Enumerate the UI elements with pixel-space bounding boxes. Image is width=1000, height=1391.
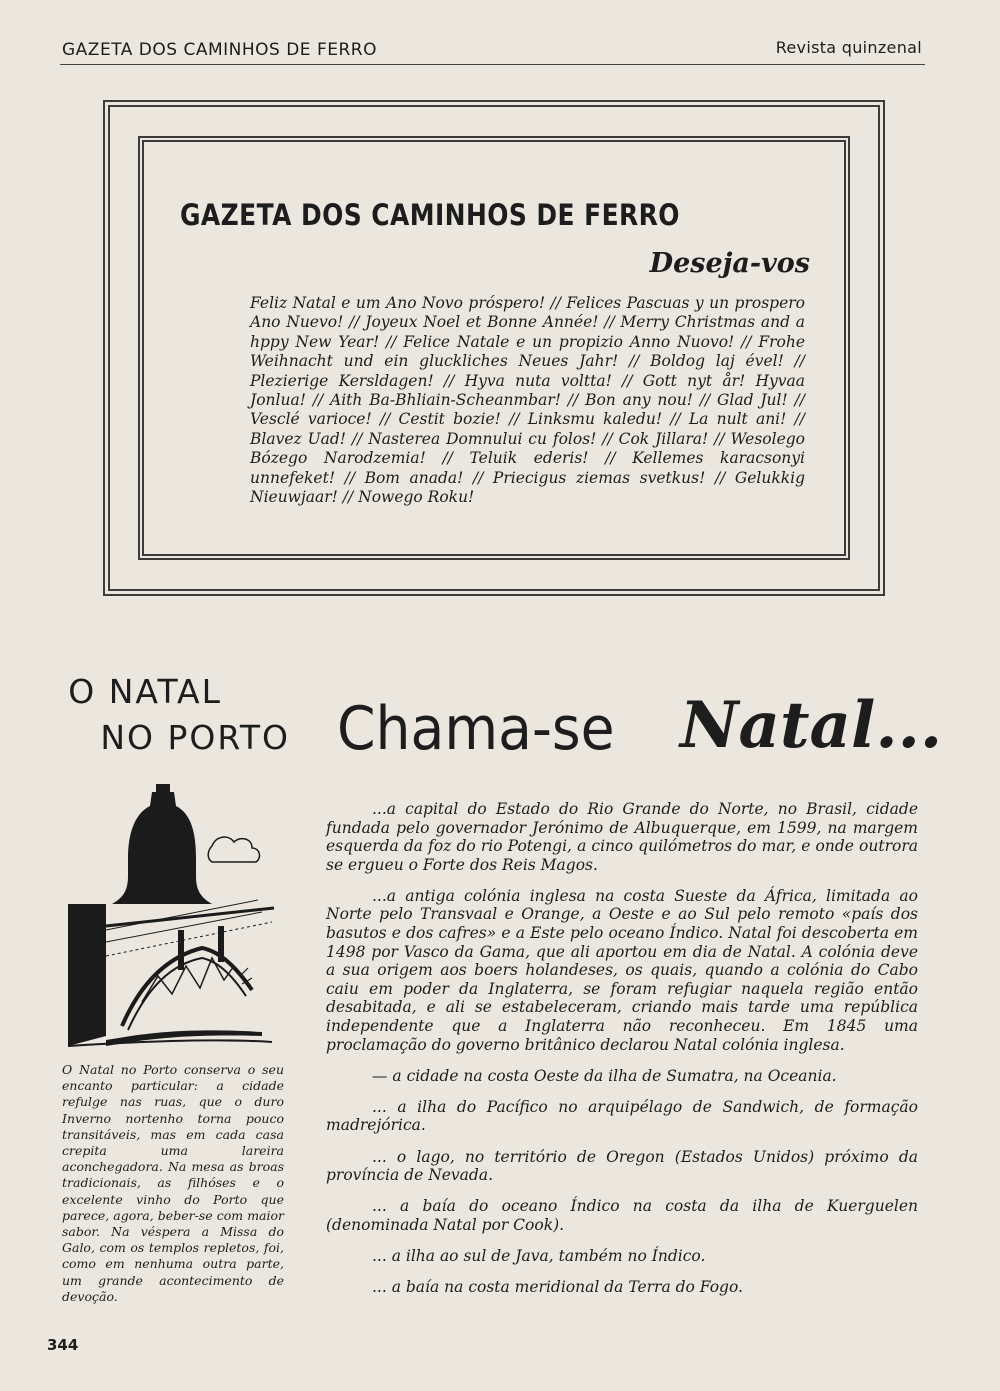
greeting-wish: Deseja-vos	[649, 248, 810, 279]
bell-bridge-illustration	[62, 780, 284, 1063]
greeting-text: Feliz Natal e um Ano Novo próspero! // Felices Pascuas y un prospero Ano Nuevo! // Joyeux Noel et Bonne Année! // Merry Christmas and a hppy New Year! // Felice Natale e un propizio Anno Nuovo! // Frohe Weihnacht und ein gluckliches Neues Jahr! // Boldog laj ével! // Plezierige Kersldagen! // Hyva nuta voltta! // Gott nyt år! Hyvaa Jonlua! // Aith Ba-Bhliain-Scheanmbar! // Bon any nou! // Glad Jul! // Vesclé varioce! // Cestit bozie! // Linksmu kaledu! // La nult ani! // Blavez Uad! // Nasterea Domnului cu folos! // Cok Jillara! // Wesolego Bózego Narodzemia! // Teluik ederis! // Kellemes karacsonyi unnefeket! // Bom anada! // Priecigus ziemas svetkus! // Gelukkig Nieuwjaar! // Nowego Roku!	[250, 294, 805, 507]
running-header-subtitle: Revista quinzenal	[775, 38, 922, 57]
porto-title-line1: O NATAL	[68, 672, 222, 711]
article-paragraph: ...a capital do Estado do Rio Grande do Norte, no Brasil, cidade fundada pelo governador Jerónimo de Albuquerque, em 1599, na margem esquerda da foz do rio Potengi, a cinco quilómetros do mar, e onde outrora se ergueu o Forte dos Reis Magos.	[326, 800, 918, 874]
page-number: 344	[47, 1336, 79, 1354]
article-paragraph: ... a ilha ao sul de Java, também no Índico.	[372, 1246, 706, 1265]
running-header-title: GAZETA DOS CAMINHOS DE FERRO	[62, 40, 377, 60]
article-paragraph: ... a baía do oceano Índico na costa da ilha de Kuerguelen (denominada Natal por Cook).	[326, 1197, 918, 1234]
article-title-part1: Chama-se	[337, 694, 615, 764]
article-paragraph: ...a antiga colónia inglesa na costa Sueste da África, limitada ao Norte pelo Transvaal e Orange, a Oeste e ao Sul pelo remoto «país dos basutos e dos cafres» e a Este pelo oceano Índico. Natal foi descoberta em 1498 por Vasco da Gama, que ali aportou em dia de Natal. A colónia deve a sua origem aos boers holandeses, os quais, quando a colónia do Cabo caiu em poder da Inglaterra, se foram refugiar naquela região então desabitada, e ali se estabeleceram, criando mais tarde uma república independente que a Inglaterra não reconheceu. Em 1845 uma proclamação do governo britânico declarou Natal colónia inglesa.	[326, 886, 918, 1054]
article-body	[326, 800, 918, 1309]
porto-title-line2: NO PORTO	[100, 718, 290, 757]
article-paragraph: ... a baía na costa meridional da Terra do Fogo.	[372, 1277, 743, 1296]
porto-text: O Natal no Porto conserva o seu encanto particular: a cidade refulge nas ruas, que o duro Inverno nortenho torna pouco transitáveis, mas em cada casa crepita uma lareira aconchegadora. Na mesa as broas tradicionais, as filhóses e o excelente vinho do Porto que parece, agora, beber-se com maior sabor. Na véspera a Missa do Galo, com os templos repletos, foi, como em nenhuma outra parte, um grande acontecimento de devoção.	[62, 1062, 284, 1304]
greeting-title: GAZETA DOS CAMINHOS DE FERRO	[180, 198, 680, 232]
header-rule	[60, 64, 925, 65]
bell-bridge-illustration-svg	[62, 780, 284, 1063]
article-paragraph: — a cidade na costa Oeste da ilha de Sumatra, na Oceania.	[372, 1066, 837, 1085]
article-paragraph: ... o lago, no território de Oregon (Estados Unidos) próximo da província de Nevada.	[326, 1147, 918, 1185]
article-title-part2: Natal...	[680, 688, 943, 763]
article-paragraph: ... a ilha do Pacífico no arquipélago de Sandwich, de formação madrejórica.	[326, 1097, 918, 1135]
